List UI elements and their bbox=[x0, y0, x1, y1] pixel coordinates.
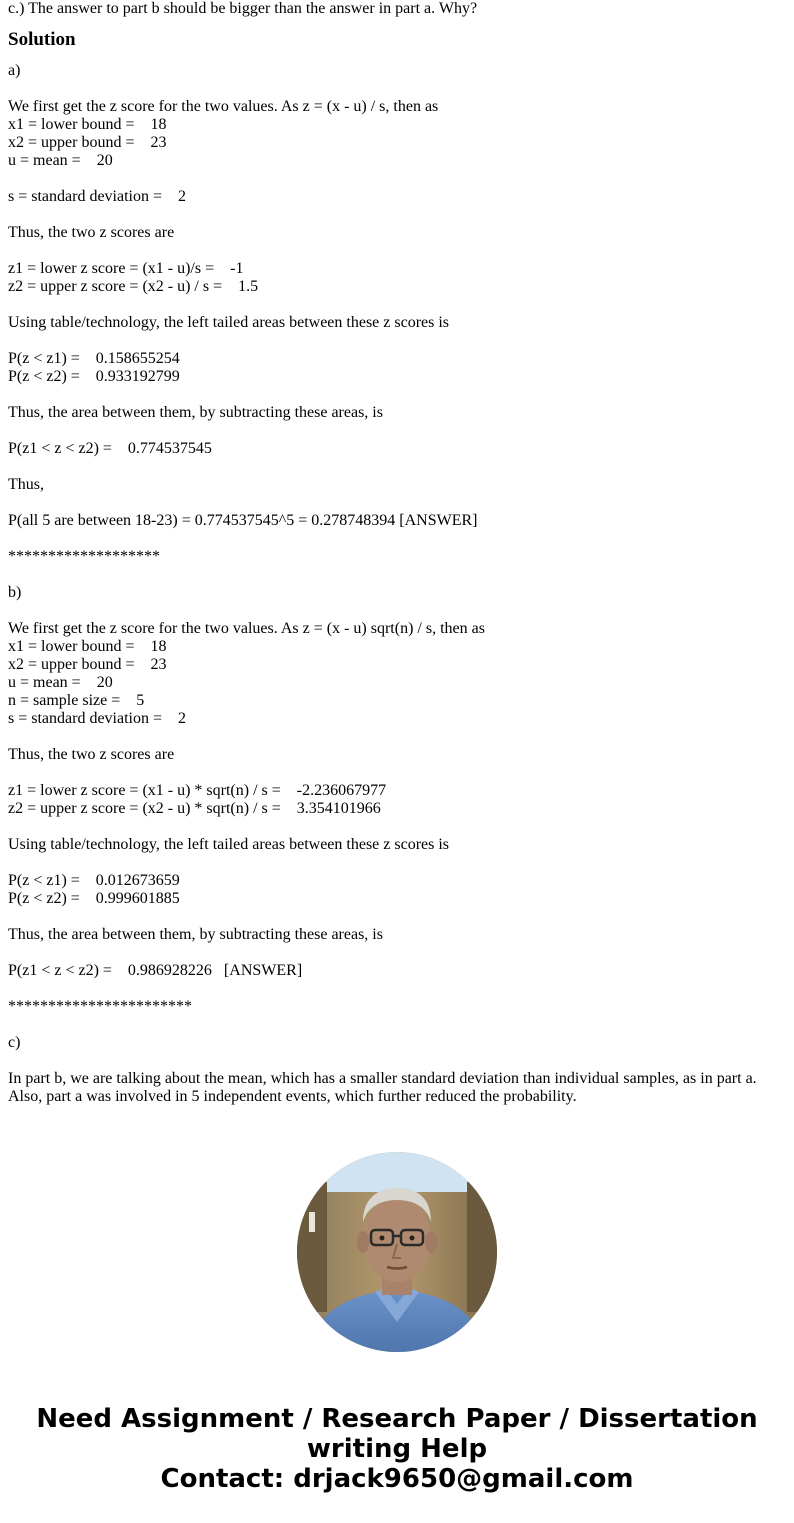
part-a-between: P(z1 < z < z2) = 0.774537545 bbox=[8, 440, 212, 457]
part-a-zscores-intro: Thus, the two z scores are bbox=[8, 224, 175, 241]
part-a-answer: P(all 5 are between 18-23) = 0.774537545^5 = 0.278748394 [ANSWER] bbox=[8, 512, 478, 529]
part-c-label: c) bbox=[8, 1034, 21, 1051]
part-a-x1: x1 = lower bound = 18 bbox=[8, 116, 167, 133]
part-a-intro: We first get the z score for the two values. As z = (x - u) / s, then as bbox=[8, 98, 439, 115]
solution-heading: Solution bbox=[8, 29, 76, 50]
part-b-between-intro: Thus, the area between them, by subtracting these areas, is bbox=[8, 926, 383, 943]
part-b-p2: P(z < z2) = 0.999601885 bbox=[8, 890, 180, 907]
ad-line-1: Need Assignment / Research Paper / Dissertation bbox=[36, 1404, 758, 1434]
part-b-label: b) bbox=[8, 584, 22, 601]
ad-contact: Contact: drjack9650@gmail.com bbox=[160, 1464, 634, 1494]
part-b-separator: *********************** bbox=[8, 998, 192, 1015]
part-a-p2: P(z < z2) = 0.933192799 bbox=[8, 368, 180, 385]
part-b-mean: u = mean = 20 bbox=[8, 674, 113, 691]
part-b-x2: x2 = upper bound = 23 bbox=[8, 656, 167, 673]
part-a-label: a) bbox=[8, 62, 21, 79]
part-b-answer: P(z1 < z < z2) = 0.986928226 [ANSWER] bbox=[8, 962, 303, 979]
part-a-z2: z2 = upper z score = (x2 - u) / s = 1.5 bbox=[8, 278, 259, 295]
question-tail: c.) The answer to part b should be bigger than the answer in part a. Why? bbox=[8, 0, 478, 17]
part-b-intro: We first get the z score for the two values. As z = (x - u) sqrt(n) / s, then as bbox=[8, 620, 485, 637]
part-b-z1: z1 = lower z score = (x1 - u) * sqrt(n) / s = -2.236067977 bbox=[8, 782, 387, 799]
part-b-sample-size: n = sample size = 5 bbox=[8, 692, 145, 709]
part-b-p1: P(z < z1) = 0.012673659 bbox=[8, 872, 180, 889]
part-a-thus: Thus, bbox=[8, 476, 44, 493]
part-a-separator: ******************* bbox=[8, 548, 160, 565]
part-a-sd: s = standard deviation = 2 bbox=[8, 188, 187, 205]
ad-banner bbox=[0, 1404, 794, 1494]
part-b-areas-intro: Using table/technology, the left tailed areas between these z scores is bbox=[8, 836, 450, 853]
part-b-z2: z2 = upper z score = (x2 - u) * sqrt(n) / s = 3.354101966 bbox=[8, 800, 381, 817]
part-b-sd: s = standard deviation = 2 bbox=[8, 710, 187, 727]
part-a-x2: x2 = upper bound = 23 bbox=[8, 134, 167, 151]
part-a-between-intro: Thus, the area between them, by subtracting these areas, is bbox=[8, 404, 383, 421]
part-b-x1: x1 = lower bound = 18 bbox=[8, 638, 167, 655]
part-a-p1: P(z < z1) = 0.158655254 bbox=[8, 350, 180, 367]
part-c-line1: In part b, we are talking about the mean, which has a smaller standard deviation than individual samples, as in part a. bbox=[8, 1070, 757, 1087]
part-a-mean: u = mean = 20 bbox=[8, 152, 113, 169]
ad-line-2: writing Help bbox=[306, 1434, 488, 1464]
part-a-z1: z1 = lower z score = (x1 - u)/s = -1 bbox=[8, 260, 244, 277]
part-b-zscores-intro: Thus, the two z scores are bbox=[8, 746, 175, 763]
person-photo-icon bbox=[297, 1152, 497, 1352]
part-a-areas-intro: Using table/technology, the left tailed areas between these z scores is bbox=[8, 314, 450, 331]
part-c-line2: Also, part a was involved in 5 independent events, which further reduced the probability. bbox=[8, 1088, 577, 1105]
